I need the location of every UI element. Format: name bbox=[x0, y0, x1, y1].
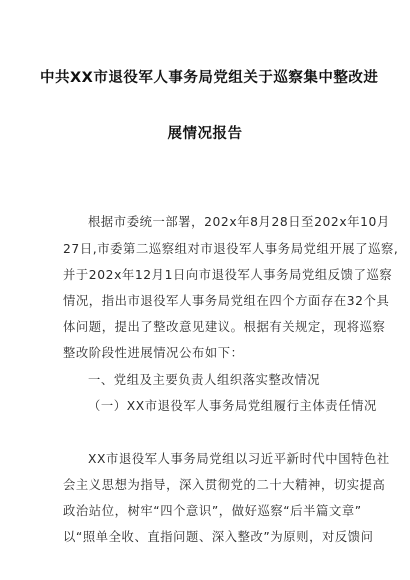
intro-line: 情况，指出市退役军人事务局党组在四个方面存在32个具 bbox=[63, 294, 390, 308]
document-title-line-1: 中共XX市退役军人事务局党组关于巡察集中整改进 bbox=[40, 70, 379, 86]
intro-line: 27日,市委第二巡察组对市退役军人事务局党组开展了巡察, bbox=[63, 242, 399, 256]
section-heading: 一、党组及主要负责人组织落实整改情况 bbox=[88, 373, 321, 387]
body-line: XX市退役军人事务局党组以习近平新时代中国特色社 bbox=[88, 452, 390, 466]
body-line: 会主义思想为指导，深入贯彻党的二十大精神，切实提高 bbox=[63, 478, 386, 492]
intro-line: 根据市委统一部署，202x年8月28日至202x年10月 bbox=[88, 215, 390, 229]
body-line: 政治站位，树牢“四个意识”，做好巡察“后半篇文章” bbox=[63, 504, 362, 518]
document-title-line-2: 展情况报告 bbox=[167, 126, 243, 142]
intro-line: 并于202x年12月1日向市退役军人事务局党组反馈了巡察 bbox=[63, 268, 393, 282]
body-line: 以“照单全收、直指问题、深入整改”为原则，对反馈问 bbox=[63, 530, 374, 544]
intro-line: 整改阶段性进展情况公布如下： bbox=[63, 346, 244, 360]
subsection-heading: （一）XX市退役军人事务局党组履行主体责任情况 bbox=[88, 399, 377, 413]
intro-line: 体问题，提出了整改意见建议。根据有关规定，现将巡察 bbox=[63, 320, 386, 334]
